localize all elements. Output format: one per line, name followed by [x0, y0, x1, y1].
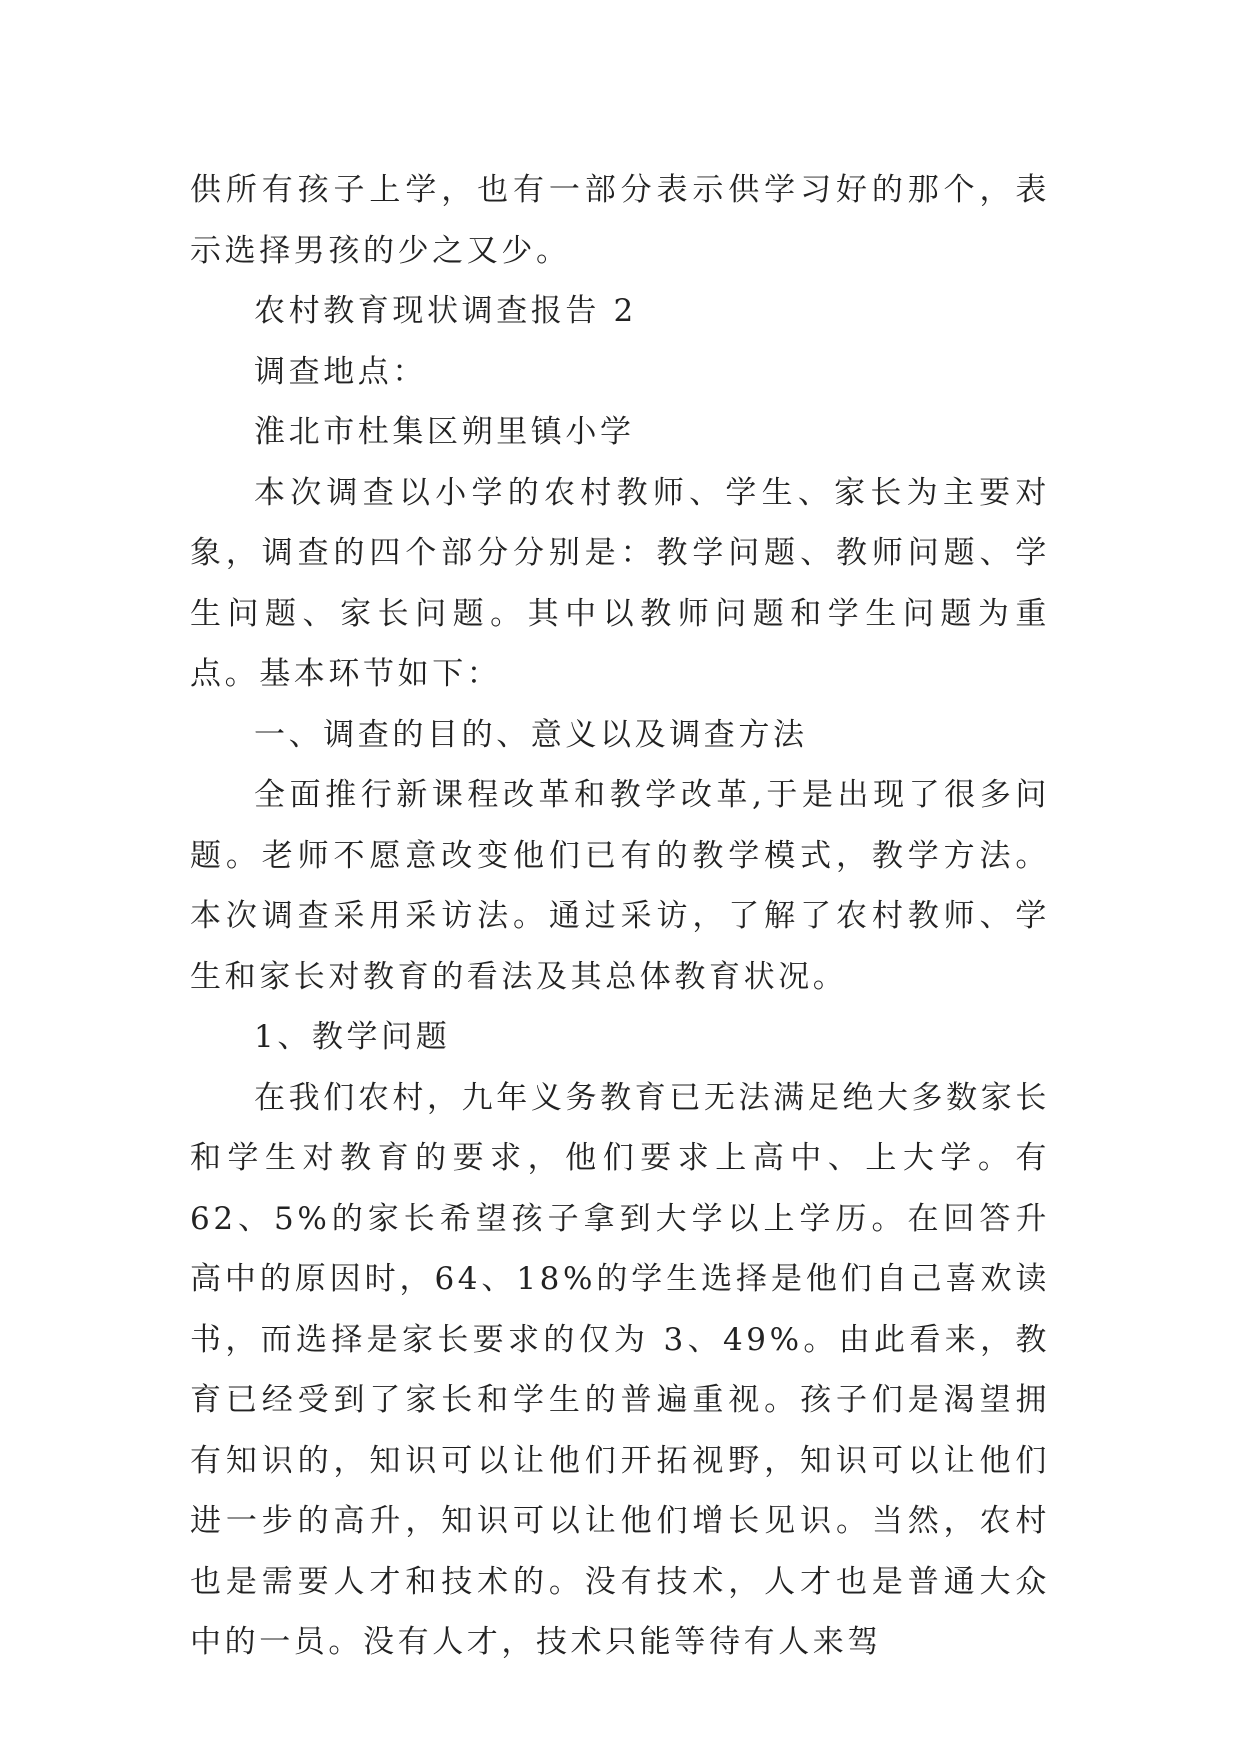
paragraph-teaching: 在我们农村，九年义务教育已无法满足绝大多数家长和学生对教育的要求，他们要求上高中、上大学。有 62、5%的家长希望孩子拿到大学以上学历。在回答升高中的原因时，64、18%的学生选择是他们自己喜欢读书，而选择是家长要求的仅为 3、49%。由此看来，教育已经受到了家长和学生的普遍重视。孩子们是渴望拥有知识的，知识可以让他们开拓视野，知识可以让他们进一步的高升，知识可以让他们增长见识。当然，农村也是需要人才和技术的。没有技术，人才也是普通大众中的一员。没有人才，技术只能等待有人来驾 [190, 1079, 1050, 1660]
section-heading-purpose: 一、调查的目的、意义以及调查方法 [254, 716, 808, 753]
paragraph-continuation: 供所有孩子上学，也有一部分表示供学习好的那个，表示选择男孩的少之又少。 [190, 172, 1050, 269]
paragraph-survey-overview: 本次调查以小学的农村教师、学生、家长为主要对象，调查的四个部分分别是：教学问题、教师问题、学生问题、家长问题。其中以教师问题和学生问题为重点。基本环节如下： [190, 474, 1050, 692]
document-body [190, 160, 1050, 1673]
subsection-heading-teaching: 1、教学问题 [254, 1019, 451, 1055]
paragraph-purpose: 全面推行新课程改革和教学改革,于是出现了很多问题。老师不愿意改变他们已有的教学模式，教学方法。本次调查采用采访法。通过采访，了解了农村教师、学生和家长对教育的看法及其总体教育状况。 [190, 777, 1050, 995]
survey-location-label: 调查地点： [254, 353, 427, 390]
survey-location-value: 淮北市杜集区朔里镇小学 [254, 414, 635, 450]
report-title: 农村教育现状调查报告 2 [254, 293, 637, 329]
